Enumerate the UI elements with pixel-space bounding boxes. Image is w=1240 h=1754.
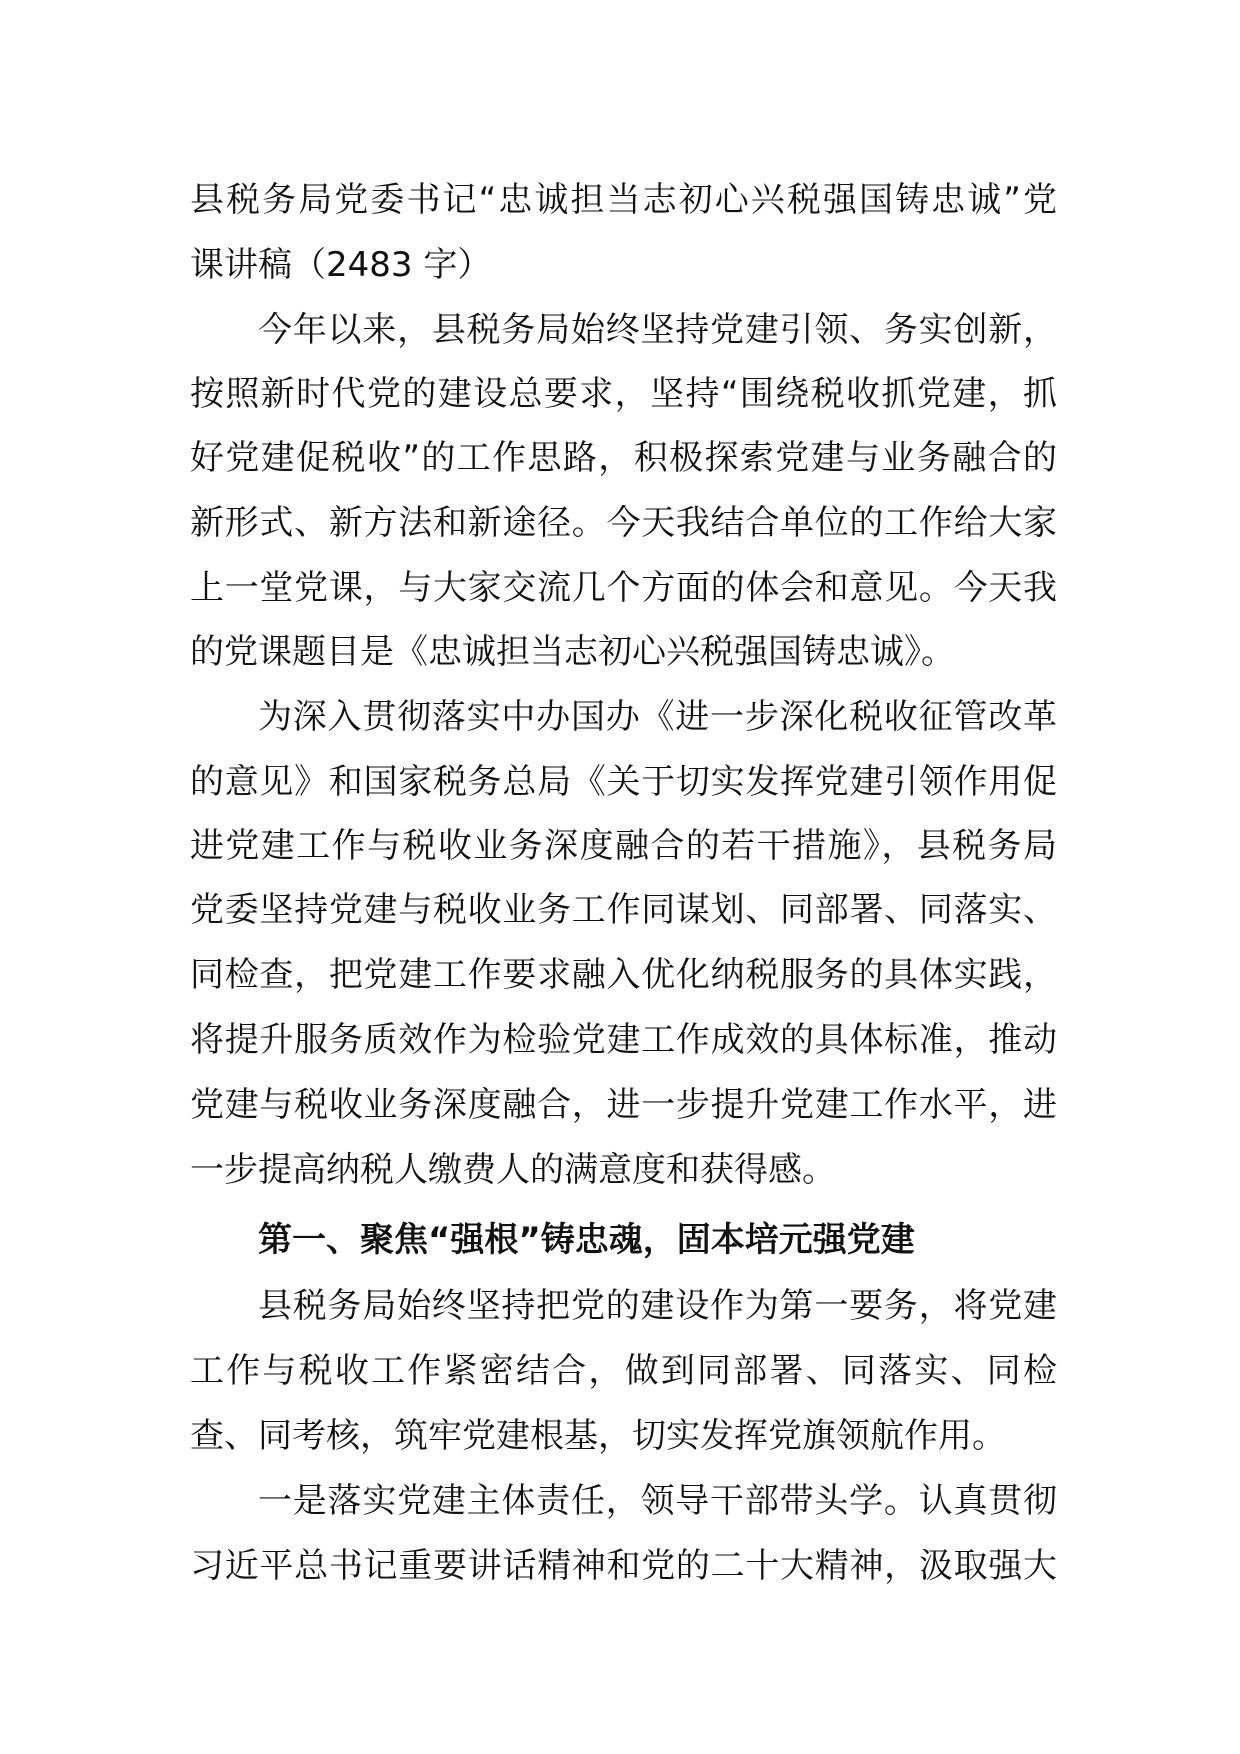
paragraph-line: 一是落实党建主体责任，领导干部带头学。认真贯彻 bbox=[258, 1481, 1057, 1521]
document-title-line: 课讲稿（2483 字） bbox=[190, 245, 492, 285]
document-title-line: 县税务局党委书记“忠诚担当志初心兴税强国铸忠诚”党 bbox=[190, 180, 1057, 220]
paragraph-line: 同检查，把党建工作要求融入优化纳税服务的具体实践， bbox=[190, 955, 1057, 995]
paragraph-line: 县税务局始终坚持把党的建设作为第一要务，将党建 bbox=[258, 1286, 1057, 1326]
paragraph-line: 今年以来，县税务局始终坚持党建引领、务实创新， bbox=[258, 310, 1057, 350]
paragraph-line: 的意见》和国家税务总局《关于切实发挥党建引领作用促 bbox=[190, 762, 1057, 802]
paragraph-line: 新形式、新方法和新途径。今天我结合单位的工作给大家 bbox=[190, 503, 1057, 543]
paragraph-line: 工作与税收工作紧密结合，做到同部署、同落实、同检 bbox=[190, 1351, 1057, 1391]
paragraph-line: 党委坚持党建与税收业务工作同谋划、同部署、同落实、 bbox=[190, 890, 1057, 930]
paragraph-line: 将提升服务质效作为检验党建工作成效的具体标准，推动 bbox=[190, 1020, 1057, 1060]
paragraph-line: 的党课题目是《忠诚担当志初心兴税强国铸忠诚》。 bbox=[190, 632, 955, 672]
paragraph-line: 党建与税收业务深度融合，进一步提升党建工作水平，进 bbox=[190, 1085, 1057, 1125]
paragraph-line: 为深入贯彻落实中办国办《进一步深化税收征管改革 bbox=[258, 697, 1057, 737]
section-heading: 第一、聚焦“强根”铸忠魂，固本培元强党建 bbox=[258, 1220, 915, 1260]
paragraph-line: 上一堂党课，与大家交流几个方面的体会和意见。今天我 bbox=[190, 568, 1057, 608]
paragraph-line: 查、同考核，筑牢党建根基，切实发挥党旗领航作用。 bbox=[190, 1416, 1006, 1456]
paragraph-line: 按照新时代党的建设总要求，坚持“围绕税收抓党建，抓 bbox=[190, 374, 1057, 414]
paragraph-line: 习近平总书记重要讲话精神和党的二十大精神，汲取强大 bbox=[190, 1546, 1057, 1586]
paragraph-line: 好党建促税收”的工作思路，积极探索党建与业务融合的 bbox=[190, 438, 1057, 478]
paragraph-line: 进党建工作与税收业务深度融合的若干措施》，县税务局 bbox=[190, 826, 1057, 866]
paragraph-line: 一步提高纳税人缴费人的满意度和获得感。 bbox=[190, 1150, 836, 1190]
